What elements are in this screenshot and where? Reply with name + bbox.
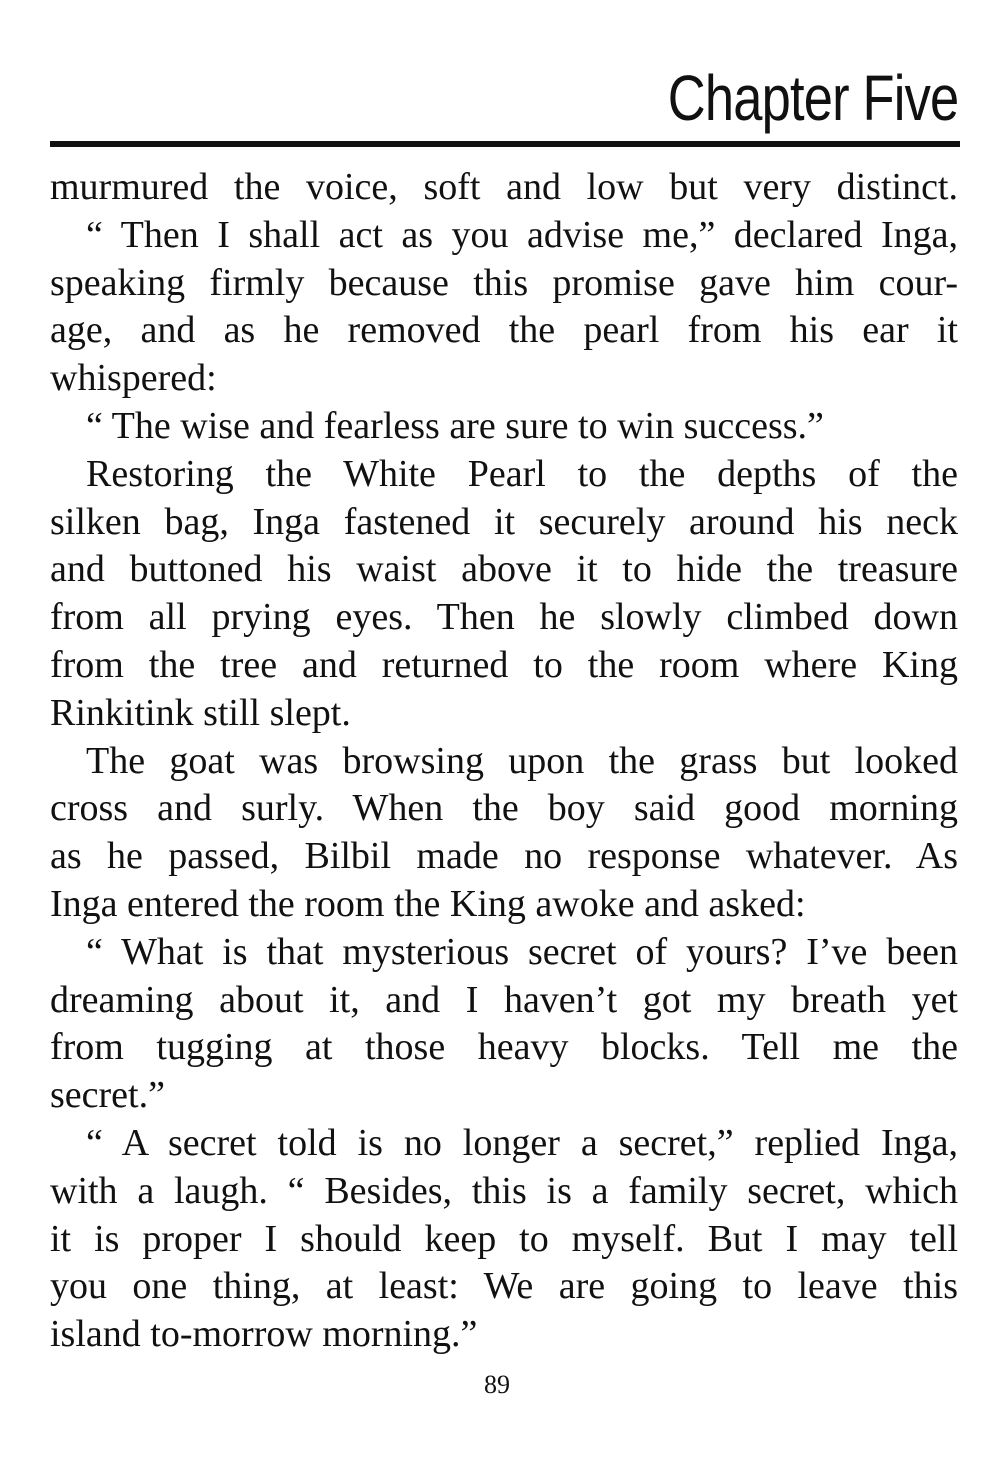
- text-line: The goat was browsing upon the grass but looked: [86, 739, 958, 782]
- text-line: “ What is that mysterious secret of yours? I’ve been: [86, 930, 958, 973]
- text-line: murmured the voice, soft and low but very distinct.: [50, 166, 958, 208]
- text-line: age, and as he removed the pearl from his ear it: [50, 309, 958, 352]
- text-line: from tugging at those heavy blocks. Tell me the: [50, 1026, 958, 1069]
- text-line: “ The wise and fearless are sure to win success.”: [86, 404, 824, 447]
- text-line: “ Then I shall act as you advise me,” declared Inga,: [86, 213, 958, 256]
- text-line: secret.”: [50, 1074, 165, 1117]
- text-line: Restoring the White Pearl to the depths of the: [86, 452, 958, 495]
- text-line: with a laugh. “ Besides, this is a family secret, which: [50, 1169, 958, 1212]
- page-number: 89: [484, 1370, 510, 1399]
- text-line: and buttoned his waist above it to hide the treasure: [50, 548, 958, 591]
- text-line: silken bag, Inga fastened it securely around his neck: [50, 500, 958, 543]
- text-line: from the tree and returned to the room where King: [50, 643, 958, 686]
- text-line: speaking firmly because this promise gave him cour-: [50, 261, 958, 304]
- chapter-title: Chapter Five: [667, 62, 958, 134]
- text-line: you one thing, at least: We are going to leave this: [50, 1265, 958, 1308]
- text-line: dreaming about it, and I haven’t got my breath yet: [50, 978, 958, 1021]
- text-line: Rinkitink still slept.: [50, 691, 351, 734]
- text-line: island to-morrow morning.”: [50, 1313, 478, 1356]
- chapter-header-rule: [50, 141, 960, 147]
- text-line: cross and surly. When the boy said good morning: [50, 787, 958, 830]
- text-line: it is proper I should keep to myself. But I may tell: [50, 1217, 958, 1260]
- text-line: as he passed, Bilbil made no response whatever. As: [50, 835, 958, 878]
- text-line: from all prying eyes. Then he slowly climbed down: [50, 596, 958, 639]
- text-line: Inga entered the room the King awoke and asked:: [50, 882, 806, 925]
- text-line: whispered:: [50, 357, 217, 400]
- body-text: [50, 164, 958, 1359]
- text-line: “ A secret told is no longer a secret,” replied Inga,: [86, 1121, 958, 1164]
